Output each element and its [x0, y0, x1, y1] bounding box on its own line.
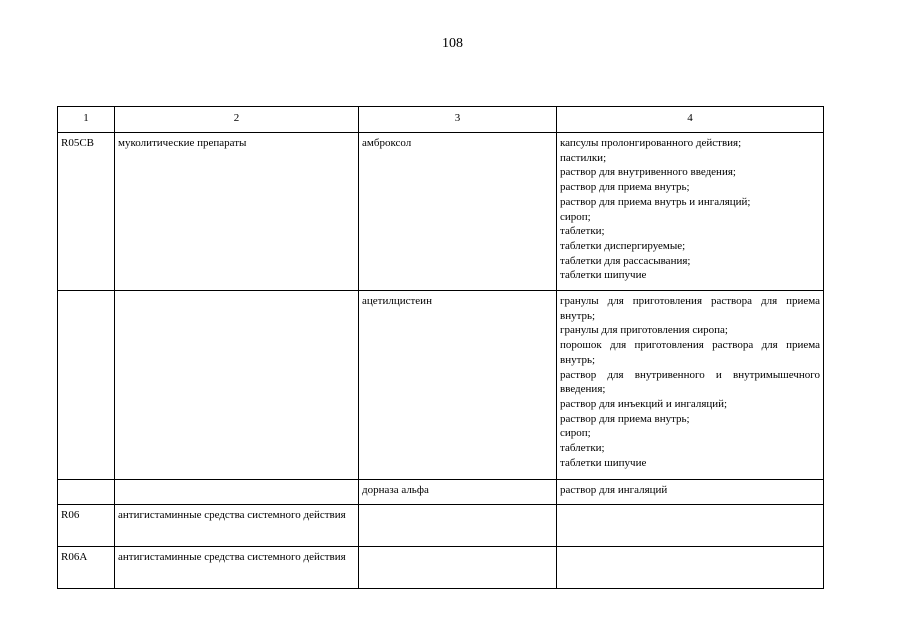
table-row: [58, 133, 824, 291]
dosage-form-entry: таблетки шипучие: [560, 269, 647, 282]
group-cell: антигистаминные средства системного действия: [115, 505, 359, 547]
header-cell-4: 4: [557, 107, 824, 133]
dosage-form-entry: капсулы пролонгированного действия;: [560, 137, 742, 149]
dosage-form-entry: таблетки;: [560, 225, 605, 238]
substance-cell: [359, 547, 557, 589]
page-number: 108: [442, 36, 463, 51]
table-row: [58, 480, 824, 505]
header-cell-2: 2: [115, 107, 359, 133]
dosage-form-entry: раствор для внутривенного и внутримышечного введения;: [560, 368, 820, 396]
dosage-form-entry: раствор для приема внутрь;: [560, 181, 690, 194]
dosage-forms-cell: [557, 505, 824, 547]
group-cell: антигистаминные средства системного действия: [115, 547, 359, 589]
substance-cell: ацетилцистеин: [359, 291, 557, 480]
dosage-form-entry: таблетки для рассасывания;: [560, 254, 691, 267]
atc-code-cell: R05CB: [58, 133, 115, 291]
table-header-row: [58, 107, 824, 133]
dosage-forms-cell: [557, 133, 824, 291]
dosage-forms-cell: [557, 547, 824, 589]
dosage-form-entry: раствор для ингаляций: [560, 484, 668, 496]
table-row: [58, 505, 824, 547]
dosage-form-entry: раствор для внутривенного введения;: [560, 166, 736, 179]
substance-cell: дорназа альфа: [359, 480, 557, 505]
dosage-form-entry: пастилки;: [560, 151, 607, 164]
atc-code-cell: [58, 480, 115, 505]
header-cell-3: 3: [359, 107, 557, 133]
dosage-forms-cell: [557, 480, 824, 505]
dosage-form-entry: раствор для инъекций и ингаляций;: [560, 397, 728, 410]
substance-cell: амброксол: [359, 133, 557, 291]
group-cell: [115, 291, 359, 480]
drug-table: [57, 106, 824, 589]
group-cell: муколитические препараты: [115, 133, 359, 291]
dosage-form-entry: раствор для приема внутрь и ингаляций;: [560, 195, 751, 208]
group-cell: [115, 480, 359, 505]
header-cell-1: 1: [58, 107, 115, 133]
dosage-form-entry: порошок для приготовления раствора для приема внутрь;: [560, 339, 820, 366]
dosage-form-entry: сироп;: [560, 427, 591, 440]
dosage-form-entry: гранулы для приготовления сиропа;: [560, 324, 728, 337]
table-row: [58, 547, 824, 589]
dosage-form-entry: таблетки;: [560, 442, 605, 455]
atc-code-cell: R06: [58, 505, 115, 547]
atc-code-cell: R06A: [58, 547, 115, 589]
substance-cell: [359, 505, 557, 547]
dosage-form-entry: раствор для приема внутрь;: [560, 412, 690, 425]
dosage-form-entry: гранулы для приготовления раствора для приема внутрь;: [560, 295, 820, 322]
table-row: [58, 291, 824, 480]
dosage-form-entry: таблетки диспергируемые;: [560, 239, 686, 252]
dosage-form-entry: таблетки шипучие: [560, 456, 647, 469]
dosage-form-entry: сироп;: [560, 210, 591, 223]
atc-code-cell: [58, 291, 115, 480]
dosage-forms-cell: [557, 291, 824, 480]
